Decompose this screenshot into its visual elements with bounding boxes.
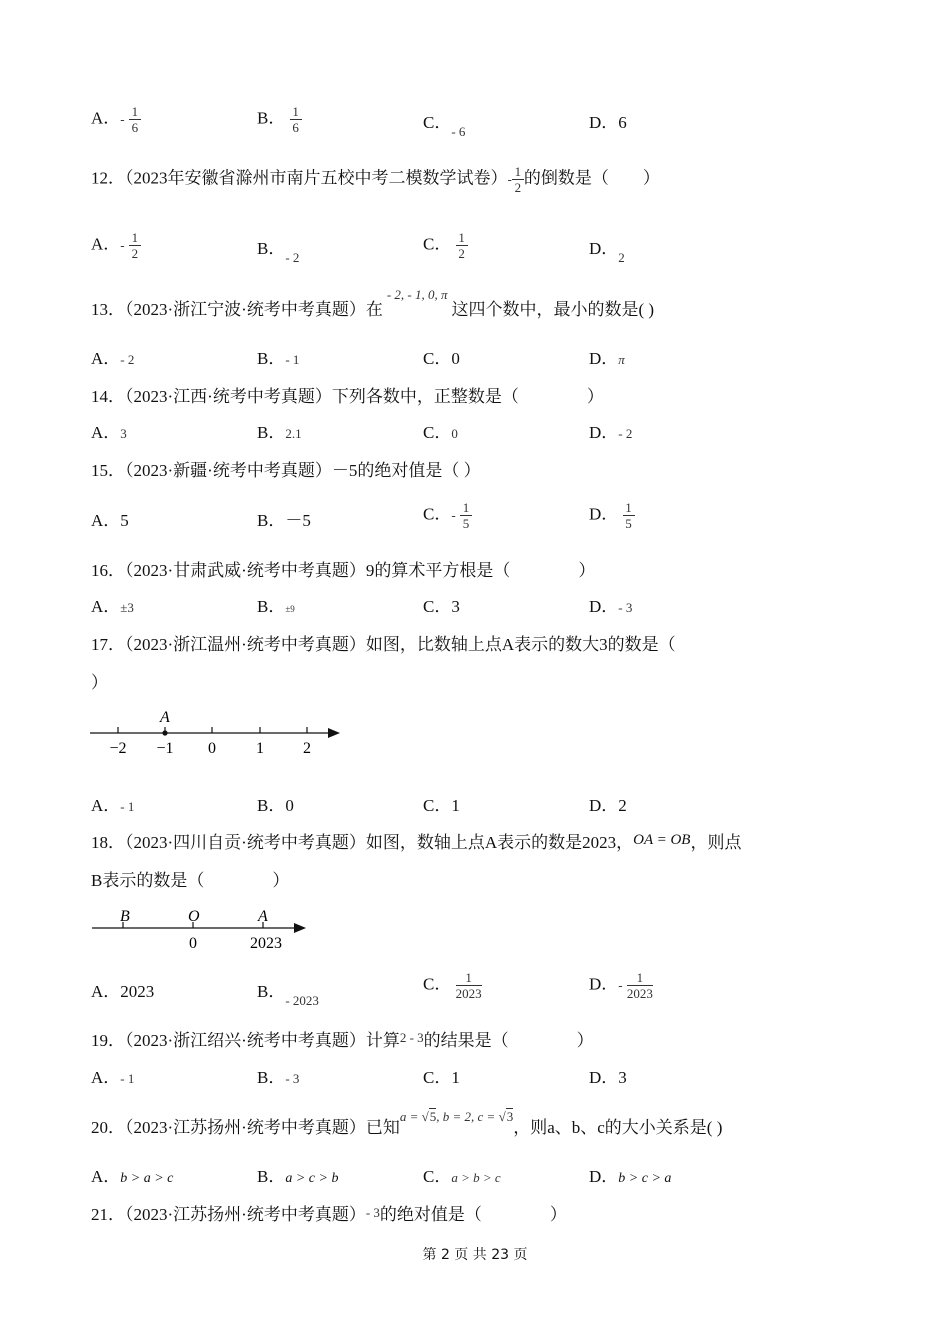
q14-option-c: C．0 xyxy=(423,423,458,442)
q18-option-a: A．2023 xyxy=(91,982,155,1001)
q17-number-line xyxy=(88,704,348,760)
q20-stem: 20．（2023·江苏扬州·统考中考真题）已知$^{a = √5, b = 2, c = √3}$，则a、b、c的大小关系是( ) xyxy=(91,1109,723,1137)
q16-option-b: B．±9 xyxy=(257,597,295,616)
q17-option-d: D．2 xyxy=(589,796,627,815)
tick-label: −1 xyxy=(156,740,174,757)
fraction: $\frac{1}{2}$ xyxy=(129,230,141,261)
point-label: A xyxy=(160,709,170,726)
q15-option-b: B．－5 xyxy=(257,511,311,530)
q11-option-c: C．$_{- 6}$ xyxy=(423,113,466,139)
point-label: O xyxy=(188,908,200,925)
q19-option-a: A．- 1 xyxy=(91,1068,135,1087)
q18-option-d: D．- $\frac{1}{2023}$ xyxy=(589,970,653,1001)
q15-stem: 15．（2023·新疆·统考中考真题）－5的绝对值是（ ） xyxy=(91,461,481,480)
q18-stem: 18．（2023·四川自贡·统考中考真题）如图，数轴上点A表示的数是2023，OA = OB，则点 xyxy=(91,832,742,852)
fraction: $\frac{1}{6}$ xyxy=(129,104,141,135)
tick-label: 0 xyxy=(189,935,197,952)
q15-option-c: C．- $\frac{1}{5}$ xyxy=(423,500,472,531)
q13-option-a: A．- 2 xyxy=(91,349,135,368)
fraction: $\frac{1}{5}$ xyxy=(623,500,635,531)
q14-option-b: B．2.1 xyxy=(257,423,302,442)
q17-option-c: C．1 xyxy=(423,796,460,815)
tick-label: −2 xyxy=(109,740,127,757)
q18-option-b: B．$_{- 2023}$ xyxy=(257,982,319,1008)
q20-option-b: B．a > c > b xyxy=(257,1167,339,1186)
q19-option-c: C．1 xyxy=(423,1068,460,1087)
point-label: A xyxy=(258,908,268,925)
q16-option-d: D．- 3 xyxy=(589,597,633,616)
q13-option-d: D．π xyxy=(589,349,625,368)
q20-option-c: C．a > b > c xyxy=(423,1167,501,1186)
q13-option-b: B．- 1 xyxy=(257,349,300,368)
q16-option-a: A．±3 xyxy=(91,597,134,616)
q13-option-c: C．0 xyxy=(423,349,460,368)
q13-stem: 13．（2023·浙江宁波·统考中考真题）在$^{- 2, - 1, 0, \pi}$这四个数中，最小的数是( ) xyxy=(91,287,655,319)
q17-option-a: A．- 1 xyxy=(91,796,135,815)
q14-option-d: D．- 2 xyxy=(589,423,633,442)
q17-stem: 17．（2023·浙江温州·统考中考真题）如图，比数轴上点A表示的数大3的数是（ xyxy=(91,635,676,654)
q14-stem: 14．（2023·江西·统考中考真题）下列各数中，正整数是（ ） xyxy=(91,387,604,406)
q19-stem: 19．（2023·浙江绍兴·统考中考真题）计算$^{2 - 3}$的结果是（ ） xyxy=(91,1030,594,1050)
q12-option-a: A．- $\frac{1}{2}$ xyxy=(91,230,141,261)
axis-arrow-icon xyxy=(328,728,340,738)
fraction: $\frac{1}{5}$ xyxy=(460,500,472,531)
q11-option-b: B． $\frac{1}{6}$ xyxy=(257,104,302,135)
q18-number-line xyxy=(88,904,318,956)
fraction: $\frac{1}{2023}$ xyxy=(455,970,482,1001)
q12-option-b: B．$_{- 2}$ xyxy=(257,239,300,265)
q12-option-d: D．$_2$ xyxy=(589,239,625,265)
fraction: $\frac{1}{2}$ xyxy=(512,164,524,195)
page-footer: 第 2 页 共 23 页 xyxy=(422,1247,528,1263)
fraction: $\frac{1}{2023}$ xyxy=(626,970,653,1001)
fraction: $\frac{1}{6}$ xyxy=(290,104,302,135)
q17-option-b: B．0 xyxy=(257,796,294,815)
tick-label: 0 xyxy=(208,740,216,757)
q12-option-c: C． $\frac{1}{2}$ xyxy=(423,230,468,261)
q16-stem: 16．（2023·甘肃武威·统考中考真题）9的算术平方根是（ ） xyxy=(91,561,596,580)
tick-label: 2023 xyxy=(250,935,282,952)
fraction: $\frac{1}{2}$ xyxy=(456,230,468,261)
q21-stem: 21．（2023·江苏扬州·统考中考真题）- 3的绝对值是（ ） xyxy=(91,1205,567,1224)
q14-option-a: A．3 xyxy=(91,423,127,442)
q12-stem: 12．（2023年安徽省滁州市南片五校中考二模数学试卷）- $\frac{1}{2}$ 的倒数是（ ） xyxy=(91,164,660,195)
q16-option-c: C．3 xyxy=(423,597,460,616)
q15-option-a: A．5 xyxy=(91,511,129,530)
q17-stem-line2: ） xyxy=(91,673,108,692)
q11-option-d: D．6 xyxy=(589,113,627,132)
q18-stem-line2: B表示的数是（ ） xyxy=(91,871,290,890)
q11-option-a: A．- $\frac{1}{6}$ xyxy=(91,104,141,135)
point-a-dot xyxy=(162,730,167,735)
q19-option-b: B．- 3 xyxy=(257,1068,300,1087)
q20-option-d: D．b > c > a xyxy=(589,1167,672,1186)
tick-label: 1 xyxy=(256,740,264,757)
q19-option-d: D．3 xyxy=(589,1068,627,1087)
q20-option-a: A．b > a > c xyxy=(91,1167,174,1186)
axis-arrow-icon xyxy=(294,923,306,933)
tick-label: 2 xyxy=(303,740,311,757)
point-label: B xyxy=(120,908,130,925)
q18-option-c: C． $\frac{1}{2023}$ xyxy=(423,970,482,1001)
q15-option-d: D． $\frac{1}{5}$ xyxy=(589,500,635,531)
